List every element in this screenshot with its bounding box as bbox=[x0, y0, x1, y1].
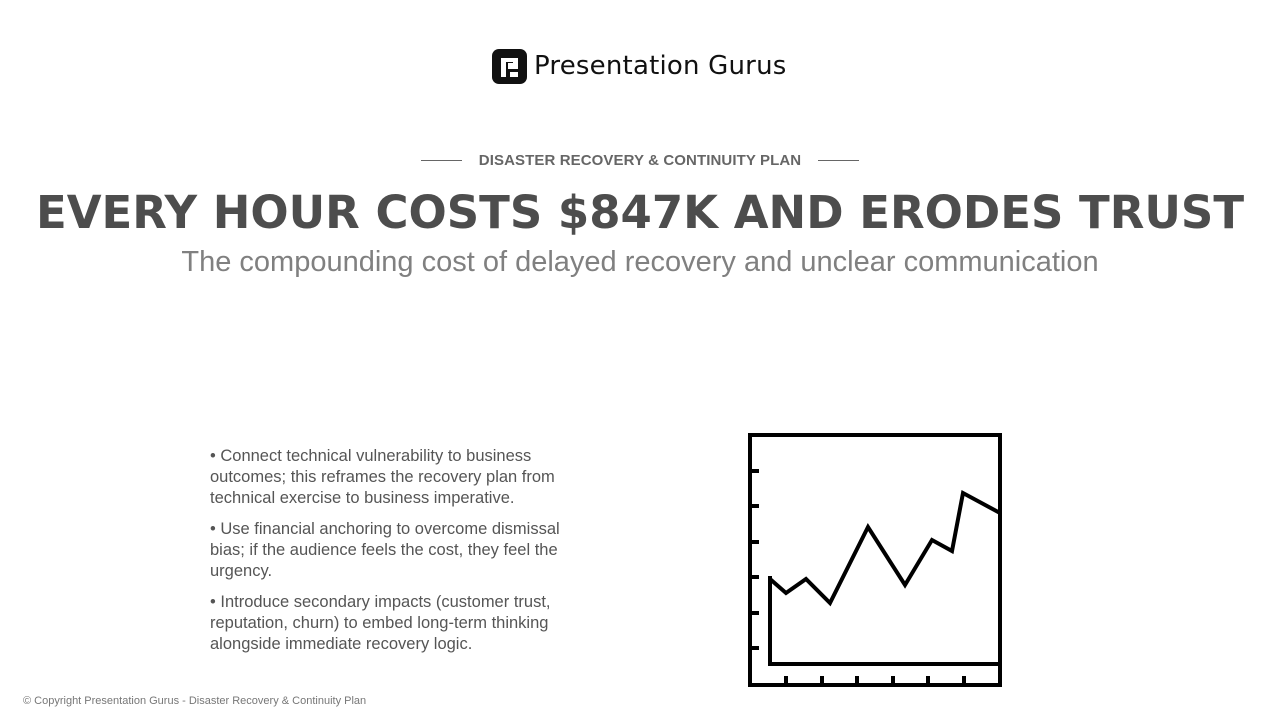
section-eyebrow bbox=[0, 152, 1280, 169]
slide-subtitle: The compounding cost of delayed recovery and unclear communication bbox=[181, 246, 1099, 278]
line-chart-icon bbox=[746, 431, 1004, 689]
brand-name: Presentation Gurus bbox=[534, 51, 787, 81]
eyebrow-label: DISASTER RECOVERY & CONTINUITY PLAN bbox=[478, 152, 802, 169]
divider bbox=[421, 160, 462, 161]
list-item: • Connect technical vulnerability to business outcomes; this reframes the recovery plan from technical exercise to business imperative. bbox=[210, 447, 555, 507]
bullet-list bbox=[210, 446, 582, 665]
footer-copyright: © Copyright Presentation Gurus - Disaster Recovery & Continuity Plan bbox=[23, 695, 367, 707]
list-item: • Introduce secondary impacts (customer trust, reputation, churn) to embed long-term thinking alongside immediate recovery logic. bbox=[210, 593, 551, 653]
slide-headline: EVERY HOUR COSTS $847K AND ERODES TRUST bbox=[35, 186, 1245, 239]
brand-logo bbox=[492, 48, 787, 84]
list-item: • Use financial anchoring to overcome dismissal bias; if the audience feels the cost, they feel the urgency. bbox=[210, 520, 560, 580]
presentation-gurus-logo-icon bbox=[492, 49, 527, 84]
divider bbox=[818, 160, 859, 161]
